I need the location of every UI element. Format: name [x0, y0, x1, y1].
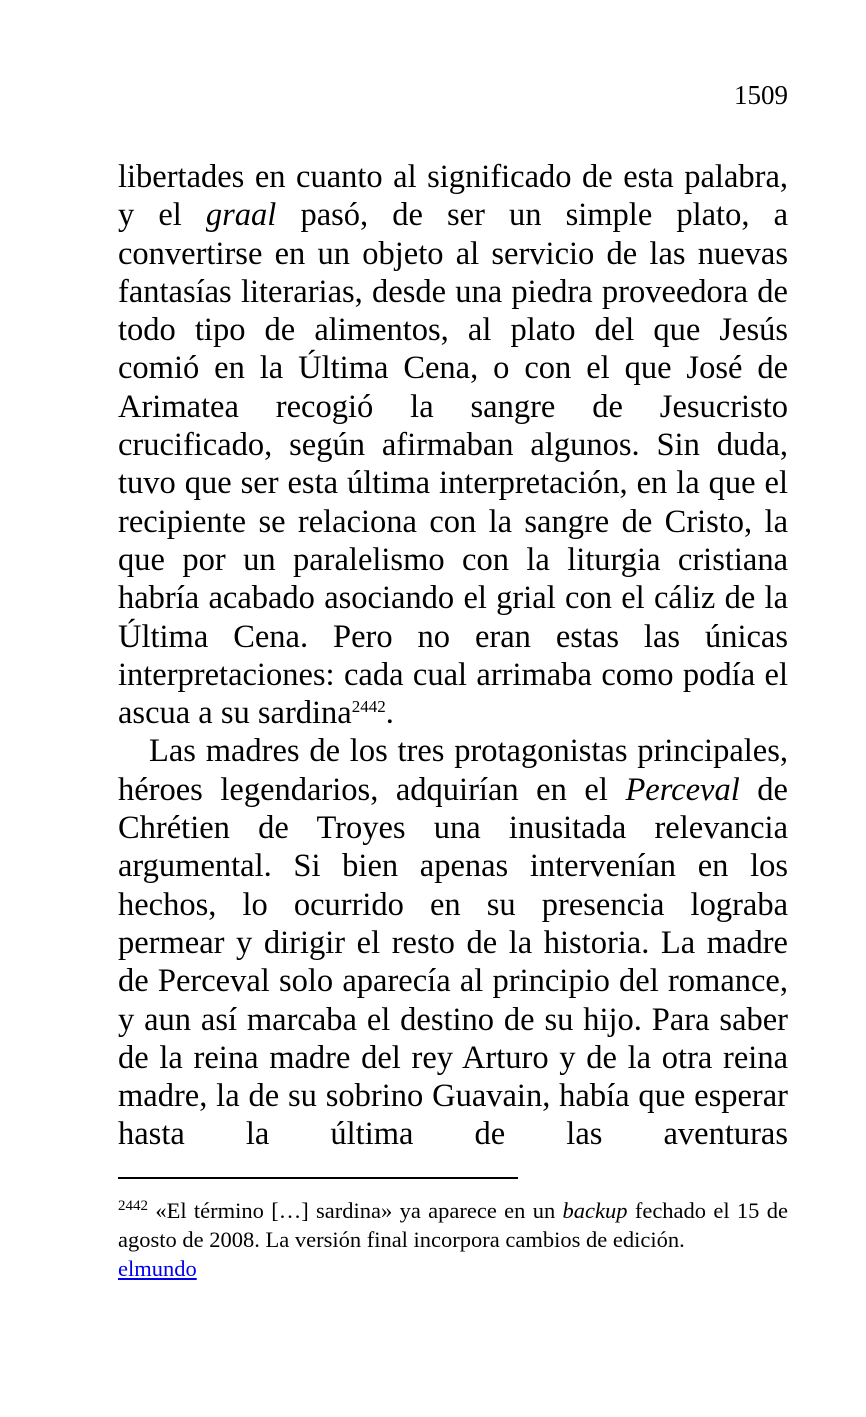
source-link[interactable]: elmundo — [118, 1256, 197, 1281]
paragraph-1-text-a: libertades en cuanto al significado de esta palabra, y el — [118, 159, 788, 234]
footnote-number: 2442 — [118, 1198, 148, 1214]
footnote-text — [118, 1196, 788, 1254]
italic-perceval: Perceval — [625, 771, 740, 808]
italic-backup: backup — [562, 1198, 628, 1223]
footnote-divider — [118, 1177, 518, 1179]
paragraph-1-text-b: pasó, de ser un simple plato, a convertirse en un objeto al servicio de las nuevas fantasías literarias, desde una piedra proveedora de todo tipo de alimentos, al plato del que Jesús comió en la Última Cena, o con el que José de Arimatea recogió la sangre de Jesucristo crucificado, según afirmaban algunos. Sin duda, tuvo que ser esta última interpretación, en la que el recipiente se relaciona con la sangre de Cristo, la que por un paralelismo con la liturgia cristiana habría acabado asociando el grial con el cáliz de la Última Cena. Pero no eran estas las únicas interpretaciones: cada cual arrimaba como podía el ascua a su sardina — [118, 197, 788, 732]
paragraph-2 — [118, 732, 788, 1153]
page-number: 1509 — [734, 80, 788, 110]
footnote — [118, 1196, 788, 1283]
paragraph-1 — [118, 158, 788, 732]
main-text — [118, 158, 788, 1154]
footnote-text-a: «El término […] sardina» ya aparece en un — [148, 1198, 563, 1223]
paragraph-2-text-b: de Chrétien de Troyes una inusitada relevancia argumental. Si bien apenas intervenían en los hechos, lo ocurrido en su presencia lograba permear y dirigir el resto de la historia. La madre de Perceval solo aparecía al principio del romance, y aun así marcaba el destino de su hijo. Para saber de la reina madre del rey Arturo y de la otra reina madre, la de su sobrino Guavain, había que esperar hasta la última de las aventuras — [118, 771, 788, 1153]
italic-graal: graal — [205, 197, 277, 234]
footnote-text-b: fechado el 15 de agosto de 2008. La versión final incorpora cambios de edición. — [118, 1198, 788, 1252]
paragraph-2-text-a: Las madres de los tres protagonistas principales, héroes legendarios, adquirían en el — [118, 733, 788, 808]
footnote-reference: 2442 — [351, 697, 386, 717]
paragraph-1-text-c: . — [385, 695, 394, 732]
